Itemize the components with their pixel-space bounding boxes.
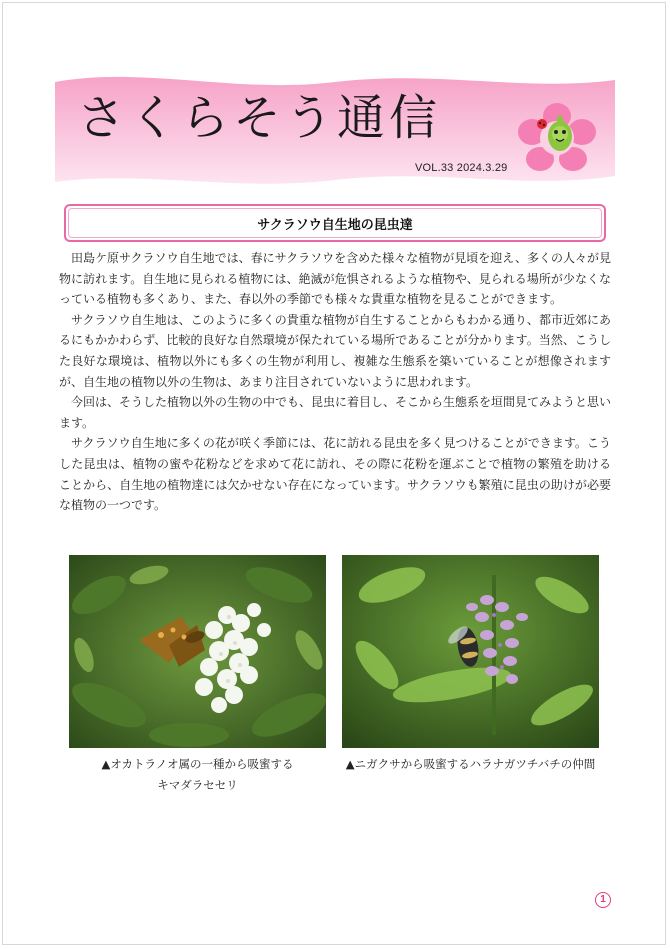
masthead [55, 72, 615, 190]
caption-line: キマダラセセリ [157, 778, 238, 792]
paragraph: サクラソウ自生地に多くの花が咲く季節には、花に訪れる昆虫を多く見つけることができます。こうした昆虫は、植物の蜜や花粉などを求めて花に訪れ、その際に花粉を運ぶことで植物の繁殖を助けることから、自生地の植物達には欠かせない存在になっています。サクラソウも繁殖に昆虫の助けが必要な植物の一つです。 [59, 436, 611, 513]
paragraph: サクラソウ自生地は、このように多くの貴重な植物が自生することからもわかる通り、都市近郊にあるにもかかわらず、比較的良好な自然環境が保たれている場所であることが分かります。当然、こうした良好な環境は、植物以外にも多くの生物が利用し、複雑な生態系を築いていることが想像されますが、自生地の植物以外の生物は、あまり注目されていないように思われます。 [59, 312, 611, 389]
wasp-photo [342, 555, 599, 748]
section-heading-box [64, 204, 606, 242]
paragraph: 田島ケ原サクラソウ自生地では、春にサクラソウを含めた様々な植物が見頃を迎え、多くの人々が見物に訪れます。自生地に見られる植物には、絶滅が危惧されるような植物や、見られる場所が少なくなっている植物も多くあり、また、春以外の季節でも様々な貴重な植物を見ることができます。 [59, 251, 611, 307]
photo-caption [336, 754, 605, 775]
article-body [59, 248, 611, 516]
sakura-mascot-logo [518, 102, 596, 172]
section-heading: サクラソウ自生地の昆虫達 [68, 208, 602, 238]
butterfly-photo [69, 555, 326, 748]
volume-date: VOL.33 2024.3.29 [415, 162, 508, 174]
photo-caption [69, 754, 326, 796]
paragraph: 今回は、そうした植物以外の生物の中でも、昆虫に着目し、そこから生態系を垣間見てみようと思います。 [59, 395, 612, 430]
page-number: 1 [595, 892, 611, 908]
caption-line: ▲ニガクサから吸蜜するハラナガツチバチの仲間 [345, 757, 596, 771]
newsletter-title: さくらそう通信 [77, 90, 442, 146]
caption-line: ▲オカトラノオ属の一種から吸蜜する [101, 757, 294, 771]
